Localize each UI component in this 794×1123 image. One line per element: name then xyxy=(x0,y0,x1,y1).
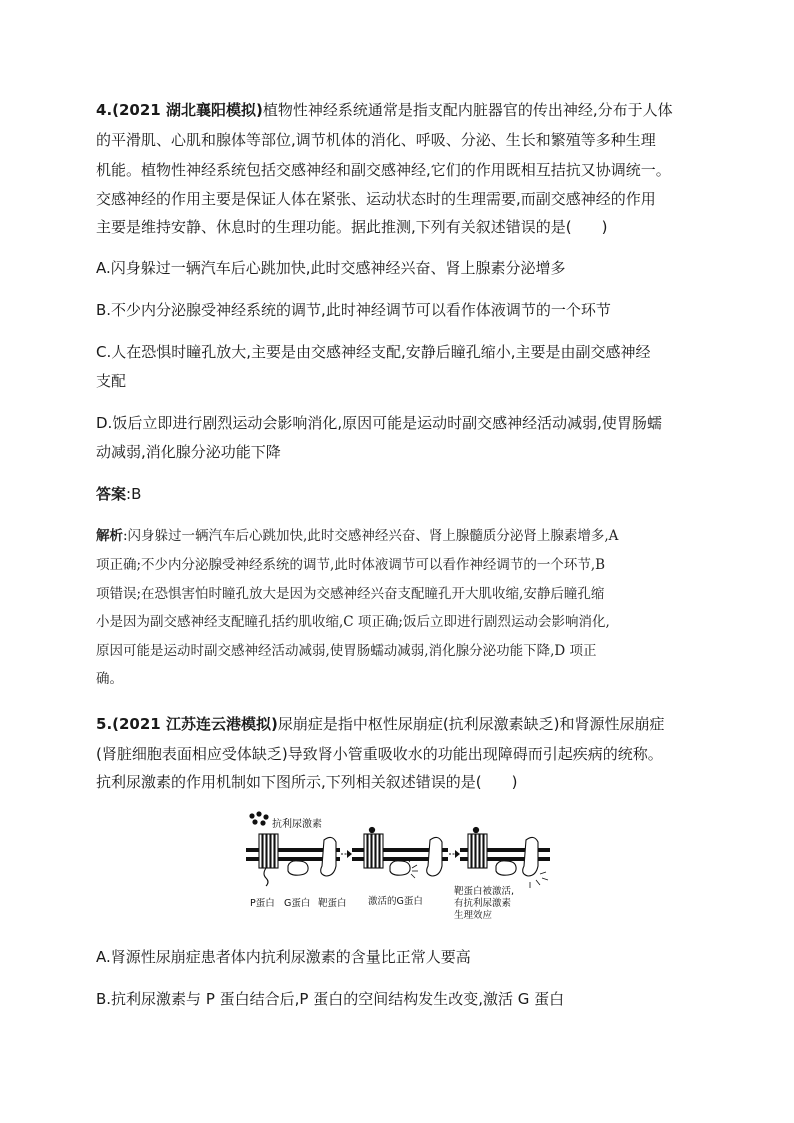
q4-stem-line-2: 的平滑肌、心肌和腺体等部位,调节机体的消化、呼吸、分泌、生长和繁殖等多种生理 xyxy=(96,131,656,149)
q4-option-c[interactable]: C.人在恐惧时瞳孔放大,主要是由交感神经支配,安静后瞳孔缩小,主要是由副交感神经 xyxy=(96,343,651,361)
p-protein-2 xyxy=(364,827,383,868)
q5-option-b[interactable]: B.抗利尿激素与 P 蛋白结合后,P 蛋白的空间结构发生改变,激活 G 蛋白 xyxy=(96,990,565,1008)
q4-stem-line-5: 主要是维持安静、休息时的生理功能。据此推测,下列有关叙述错误的是( ) xyxy=(96,218,608,236)
q5-stem-line-2: (肾脏细胞表面相应受体缺乏)导致肾小管重吸收水的功能出现障碍而引起疾病的统称。 xyxy=(96,745,663,763)
target-protein-2 xyxy=(427,837,442,876)
p-protein-1 xyxy=(259,834,278,886)
q5-stem-line-1: 5.(2021 江苏连云港模拟)尿崩症是指中枢性尿崩症(抗利尿激素缺乏)和肾源性尿崩症 xyxy=(96,715,665,733)
explanation-label: 解析 xyxy=(96,528,123,544)
q4-explanation-line-6: 确。 xyxy=(96,671,123,687)
label-hormone: 抗利尿激素 xyxy=(272,819,322,830)
label-p-protein: P蛋白 xyxy=(250,898,275,909)
g-protein-3 xyxy=(496,861,516,875)
q4-option-c-line-2: 支配 xyxy=(96,372,127,390)
q5-stem-line-3: 抗利尿激素的作用机制如下图所示,下列相关叙述错误的是( ) xyxy=(96,773,518,791)
q4-source: (2021 湖北襄阳模拟) xyxy=(112,101,263,119)
arrow-2 xyxy=(449,850,460,858)
q4-option-a[interactable]: A.闪身躲过一辆汽车后心跳加快,此时交感神经兴奋、肾上腺素分泌增多 xyxy=(96,259,566,277)
q4-explanation-line-5: 原因可能是运动时副交感神经活动减弱,使胃肠蠕动减弱,消化腺分泌功能下降,D 项正 xyxy=(96,643,597,659)
adh-mechanism-figure xyxy=(244,810,554,920)
p-protein-3 xyxy=(468,827,487,868)
q4-number: 4 xyxy=(96,101,107,119)
label-effect-line-1: 靶蛋白被激活, xyxy=(454,886,515,897)
q4-option-d-line-2: 动减弱,消化腺分泌功能下降 xyxy=(96,443,281,461)
g-protein-1 xyxy=(288,861,308,875)
q4-stem-line-1: 4.(2021 湖北襄阳模拟)植物性神经系统通常是指支配内脏器官的传出神经,分布于人体 xyxy=(96,101,673,119)
arrow-1 xyxy=(341,850,352,858)
activated-target-protein xyxy=(523,837,548,888)
label-effect-line-3: 生理效应 xyxy=(454,910,493,920)
q5-option-a[interactable]: A.肾源性尿崩症患者体内抗利尿激素的含量比正常人要高 xyxy=(96,948,471,966)
q4-option-b[interactable]: B.不少内分泌腺受神经系统的调节,此时神经调节可以看作体液调节的一个环节 xyxy=(96,301,611,319)
q4-explanation-line-2: 项正确;不少内分泌腺受神经系统的调节,此时体液调节可以看作神经调节的一个环节,B xyxy=(96,557,606,573)
label-effect-line-2: 有抗利尿激素 xyxy=(454,898,512,909)
answer-value: B xyxy=(131,485,142,503)
label-activated-g-protein: 激活的G蛋白 xyxy=(368,896,423,907)
target-protein-1 xyxy=(321,837,336,876)
q4-explanation-line-4: 小是因为副交感神经支配瞳孔括约肌收缩,C 项正确;饭后立即进行剧烈运动会影响消化, xyxy=(96,614,610,630)
q4-option-d[interactable]: D.饭后立即进行剧烈运动会影响消化,原因可能是运动时副交感神经活动减弱,使胃肠蠕 xyxy=(96,414,662,432)
label-g-protein: G蛋白 xyxy=(284,898,311,909)
label-target-protein: 靶蛋白 xyxy=(318,898,347,909)
q4-stem-line-4: 交感神经的作用主要是保证人体在紧张、运动状态时的生理需要,而副交感神经的作用 xyxy=(96,190,656,208)
hormone-dots xyxy=(249,811,268,825)
q5-source: (2021 江苏连云港模拟) xyxy=(112,715,278,733)
q5-number: 5 xyxy=(96,715,107,733)
answer-label: 答案 xyxy=(96,485,127,503)
q4-explanation-line-1: 解析:闪身躲过一辆汽车后心跳加快,此时交感神经兴奋、肾上腺髓质分泌肾上腺素增多,A xyxy=(96,528,619,544)
q4-answer: 答案:B xyxy=(96,485,142,503)
q4-stem-line-3: 机能。植物性神经系统包括交感神经和副交感神经,它们的作用既相互拮抗又协调统一。 xyxy=(96,161,671,179)
q4-explanation-line-3: 项错误;在恐惧害怕时瞳孔放大是因为交感神经兴奋支配瞳孔开大肌收缩,安静后瞳孔缩 xyxy=(96,586,605,602)
